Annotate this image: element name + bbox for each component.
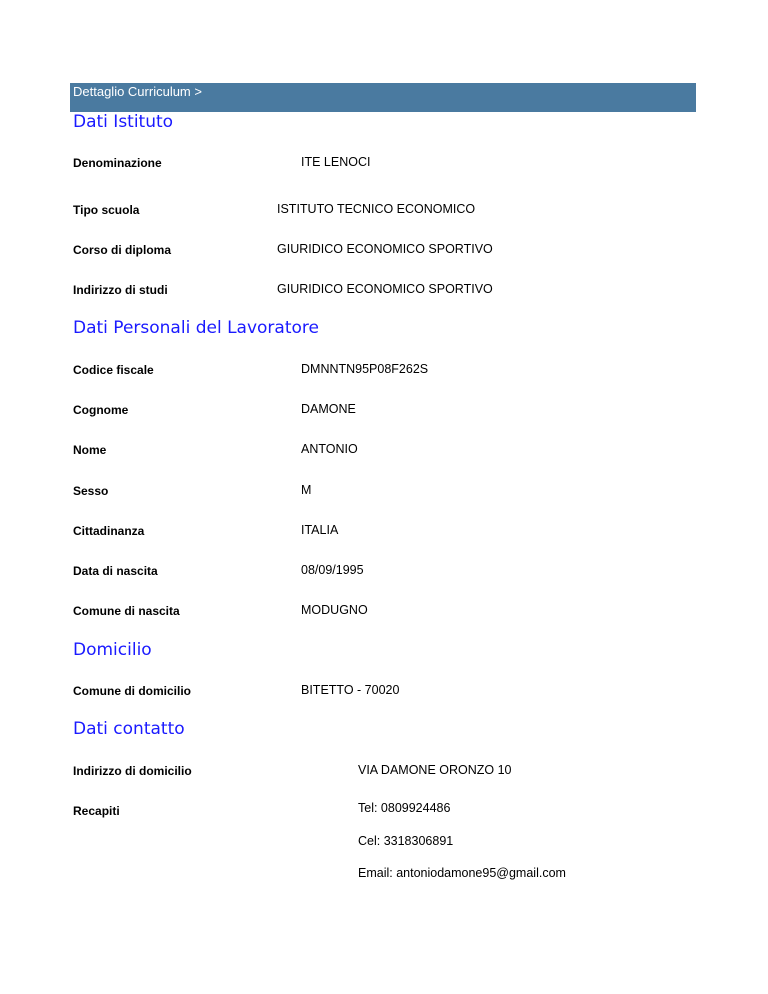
- label-cittadinanza: Cittadinanza: [73, 524, 145, 538]
- label-corso-diploma: Corso di diploma: [73, 243, 172, 257]
- value-cel: Cel: 3318306891: [358, 834, 454, 848]
- label-comune-domicilio: Comune di domicilio: [73, 684, 192, 698]
- value-indirizzo-domicilio: VIA DAMONE ORONZO 10: [358, 763, 512, 777]
- value-nome: ANTONIO: [301, 442, 358, 456]
- label-denominazione: Denominazione: [73, 156, 162, 170]
- value-cognome: DAMONE: [301, 402, 356, 416]
- value-tipo-scuola: ISTITUTO TECNICO ECONOMICO: [277, 202, 476, 216]
- value-cittadinanza: ITALIA: [301, 523, 339, 537]
- label-codice-fiscale: Codice fiscale: [73, 363, 154, 377]
- label-indirizzo-domicilio: Indirizzo di domicilio: [73, 764, 192, 778]
- label-nome: Nome: [73, 443, 107, 457]
- label-tipo-scuola: Tipo scuola: [73, 203, 140, 217]
- breadcrumb-bar: [70, 83, 696, 112]
- section-title-istituto: Dati Istituto: [73, 112, 174, 132]
- value-comune-domicilio: BITETTO - 70020: [301, 683, 400, 697]
- section-title-domicilio: Domicilio: [73, 640, 152, 660]
- label-cognome: Cognome: [73, 403, 129, 417]
- value-data-nascita: 08/09/1995: [301, 563, 364, 577]
- value-denominazione: ITE LENOCI: [301, 155, 371, 169]
- section-title-contatto: Dati contatto: [73, 719, 185, 739]
- label-recapiti: Recapiti: [73, 804, 120, 818]
- breadcrumb[interactable]: Dettaglio Curriculum >: [73, 84, 202, 99]
- value-sesso: M: [301, 483, 312, 497]
- label-comune-nascita: Comune di nascita: [73, 604, 180, 618]
- label-sesso: Sesso: [73, 484, 109, 498]
- value-indirizzo-studi: GIURIDICO ECONOMICO SPORTIVO: [277, 282, 493, 296]
- value-codice-fiscale: DMNNTN95P08F262S: [301, 362, 429, 376]
- value-comune-nascita: MODUGNO: [301, 603, 368, 617]
- value-email: Email: antoniodamone95@gmail.com: [358, 866, 566, 880]
- section-title-personali: Dati Personali del Lavoratore: [73, 318, 319, 338]
- value-tel: Tel: 0809924486: [358, 801, 451, 815]
- value-corso-diploma: GIURIDICO ECONOMICO SPORTIVO: [277, 242, 493, 256]
- label-indirizzo-studi: Indirizzo di studi: [73, 283, 168, 297]
- label-data-nascita: Data di nascita: [73, 564, 158, 578]
